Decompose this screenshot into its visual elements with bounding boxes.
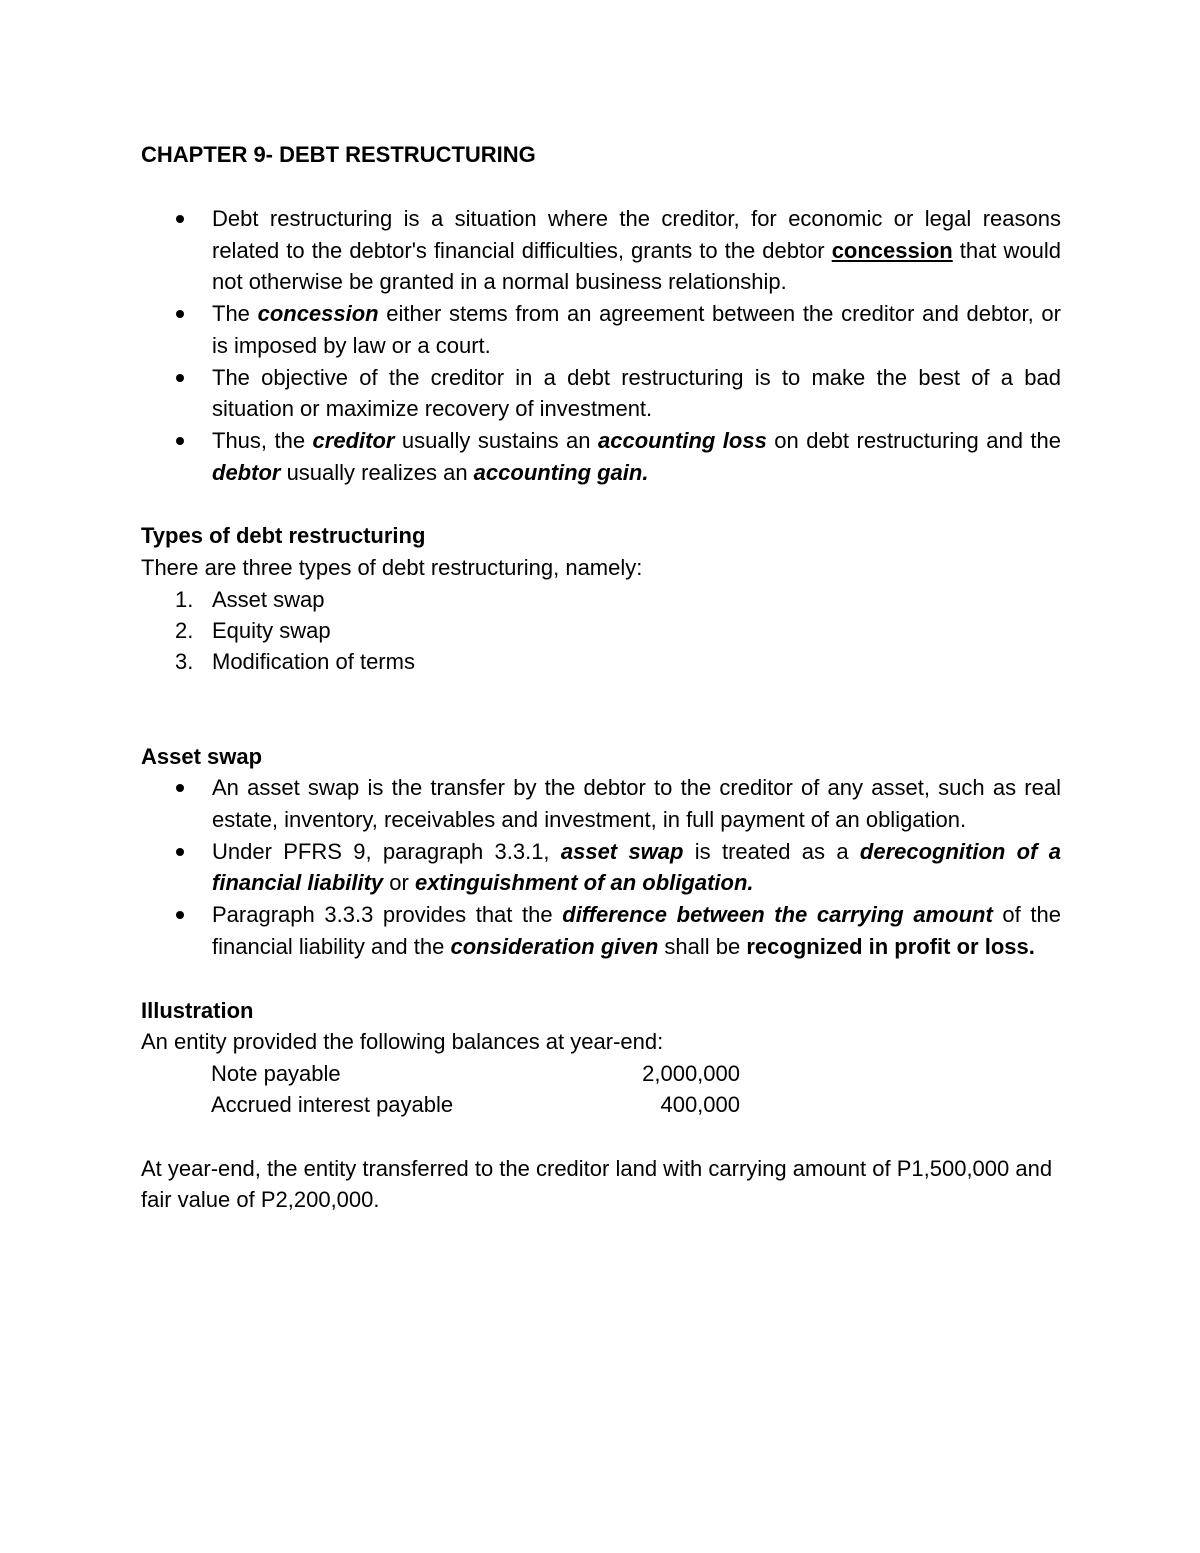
bullet-text: Debt restructuring is a situation where the creditor, for economic or legal reasons related to the debtor's financial difficulties, grants to the debtor — [212, 206, 1061, 263]
extinguishment-term: extinguishment of an obligation. — [414, 870, 754, 896]
intro-bullet-list — [141, 203, 1061, 488]
bullet-text: usually sustains an — [394, 427, 598, 453]
bullet-dot-icon — [176, 848, 184, 856]
bullet-text: Thus, the — [212, 427, 313, 453]
document-page — [141, 139, 1061, 1216]
bullet-text: The objective of the creditor in a debt restructuring is to make the best of a bad situation or maximize recovery of investment. — [212, 364, 1061, 422]
consideration-term: consideration given — [450, 933, 659, 959]
spacer — [141, 488, 1061, 520]
balance-label: Accrued interest payable — [211, 1092, 454, 1118]
difference-term: difference between the carrying amount — [562, 902, 993, 928]
bullet-dot-icon — [176, 374, 184, 382]
balance-label: Note payable — [211, 1060, 341, 1086]
bullet-item-objective — [141, 362, 1061, 425]
balance-row — [141, 1058, 1061, 1089]
bullet-text: Paragraph 3.3.3 provides that the — [212, 902, 563, 928]
bullet-item-definition — [141, 203, 1061, 298]
asset-swap-term: asset swap — [560, 838, 684, 864]
creditor-term: creditor — [312, 427, 395, 453]
types-heading: Types of debt restructuring — [141, 523, 426, 549]
accounting-loss-term: accounting loss — [597, 427, 767, 453]
bullet-text: or — [383, 870, 415, 896]
asset-swap-bullet-list — [141, 772, 1061, 962]
types-list — [141, 584, 1061, 678]
balances-table — [141, 1058, 1061, 1121]
bullet-text: either stems from an agreement between the creditor and debtor, or is imposed by law or a court. — [212, 301, 1061, 358]
bullet-text: shall be — [658, 933, 747, 959]
bullet-dot-icon — [176, 215, 184, 223]
illustration-closing: At year-end, the entity transferred to the creditor land with carrying amount of P1,500,000 and fair value of P2,200,000. — [141, 1155, 1053, 1213]
bullet-text: is treated as a — [683, 838, 860, 864]
bullet-text: The — [212, 301, 258, 327]
list-number: 1. — [175, 586, 194, 612]
spacer — [141, 963, 1061, 995]
bullet-text: of the financial liability and the — [212, 902, 1061, 959]
bullet-dot-icon — [176, 784, 184, 792]
bullet-item-paragraph-333 — [141, 899, 1061, 962]
illustration-heading: Illustration — [141, 997, 254, 1023]
debtor-term: debtor — [212, 459, 281, 485]
concession-term: concession — [257, 301, 379, 327]
list-number: 2. — [175, 618, 194, 644]
types-list-item — [141, 584, 1061, 615]
bullet-item-pfrs9 — [141, 836, 1061, 899]
list-label: Asset swap — [212, 586, 325, 612]
bullet-item-gain-loss — [141, 425, 1061, 488]
list-number: 3. — [175, 649, 194, 675]
illustration-intro: An entity provided the following balances at year-end: — [141, 1029, 664, 1055]
balance-row — [141, 1089, 1061, 1120]
bullet-item-concession — [141, 298, 1061, 361]
derecognition-term: derecognition of a financial liability — [212, 838, 1061, 896]
chapter-title: CHAPTER 9- DEBT RESTRUCTURING — [141, 142, 536, 167]
spacer — [141, 171, 1061, 203]
types-list-item — [141, 615, 1061, 646]
asset-swap-heading: Asset swap — [141, 743, 263, 769]
profit-loss-term: recognized in profit or loss. — [746, 933, 1035, 959]
bullet-text: usually realizes an — [280, 459, 474, 485]
bullet-dot-icon — [176, 310, 184, 318]
bullet-text: Under PFRS 9, paragraph 3.3.1, — [212, 838, 561, 864]
bullet-text: An asset swap is the transfer by the debtor to the creditor of any asset, such as real estate, inventory, receivables and investment, in full payment of an obligation. — [212, 775, 1061, 832]
bullet-dot-icon — [176, 911, 184, 919]
types-list-item — [141, 646, 1061, 677]
list-label: Modification of terms — [212, 649, 415, 675]
types-intro: There are three types of debt restructuring, namely: — [141, 555, 643, 581]
balance-value: 2,000,000 — [642, 1060, 740, 1086]
bullet-dot-icon — [176, 437, 184, 445]
balance-value: 400,000 — [660, 1092, 740, 1118]
accounting-gain-term: accounting gain. — [473, 459, 649, 485]
spacer — [141, 1121, 1061, 1153]
spacer — [141, 678, 1061, 741]
bullet-item-asset-swap-def — [141, 772, 1061, 835]
bullet-text: that would not otherwise be granted in a normal business relationship. — [212, 237, 1061, 295]
concession-term: concession — [831, 237, 953, 263]
bullet-text: on debt restructuring and the — [766, 427, 1061, 453]
list-label: Equity swap — [212, 618, 331, 644]
